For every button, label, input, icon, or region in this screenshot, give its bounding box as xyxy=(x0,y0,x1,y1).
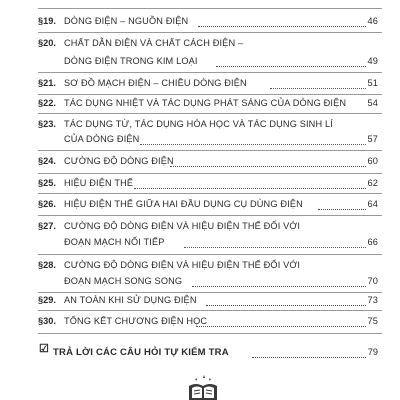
open-book-icon xyxy=(183,374,223,400)
section-title: CƯỜNG ĐỘ DÒNG ĐIỆN VÀ HIỆU ĐIỆN THẾ ĐỐI VỚI xyxy=(64,260,301,270)
section-number: §28. xyxy=(38,260,56,270)
page-number: 62 xyxy=(367,178,378,188)
divider xyxy=(38,193,382,194)
leader-dots xyxy=(192,286,366,287)
leader-dots xyxy=(184,247,366,248)
review-section-title: TRẢ LỜI CÁC CÂU HỎI TỰ KIỂM TRA xyxy=(53,347,229,358)
section-number: §25. xyxy=(38,178,56,188)
leader-dots xyxy=(206,305,366,306)
section-title: CHẤT DẪN ĐIỆN VÀ CHẤT CÁCH ĐIỆN – xyxy=(64,38,244,48)
divider xyxy=(38,292,382,293)
divider xyxy=(38,94,382,95)
section-number: §26. xyxy=(38,199,56,209)
section-number: §29. xyxy=(38,295,56,305)
divider xyxy=(38,150,382,151)
section-number: §24. xyxy=(38,156,56,166)
section-number: §27. xyxy=(38,221,56,231)
leader-dots xyxy=(270,88,366,89)
page-number: 57 xyxy=(367,134,378,144)
section-title-line2: ĐOẠN MẠCH SONG SONG xyxy=(64,276,183,286)
section-title: CƯỜNG ĐỘ DÒNG ĐIỆN xyxy=(64,156,174,166)
section-number: §21. xyxy=(38,78,56,88)
section-number: §19. xyxy=(38,16,56,26)
page-number: 70 xyxy=(367,276,378,286)
leader-dots xyxy=(170,166,366,167)
leader-dots xyxy=(196,326,366,327)
divider xyxy=(38,8,382,9)
divider xyxy=(38,310,382,311)
checkbox-icon: ☑ xyxy=(39,343,49,355)
divider xyxy=(38,333,382,334)
page-number: 73 xyxy=(367,295,378,305)
page-number: 51 xyxy=(367,78,378,88)
section-title: AN TOÀN KHI SỬ DỤNG ĐIỆN xyxy=(64,295,197,305)
section-title: TÁC DỤNG NHIỆT VÀ TÁC DỤNG PHÁT SÁNG CỦA DÒNG ĐIỆN xyxy=(64,98,347,108)
divider xyxy=(38,254,382,255)
page-number: 54 xyxy=(367,98,378,108)
section-number: §30. xyxy=(38,316,56,326)
leader-dots xyxy=(140,144,366,145)
section-number: §20. xyxy=(38,38,56,48)
page-number: 79 xyxy=(367,347,378,357)
section-number: §22. xyxy=(38,98,56,108)
divider xyxy=(38,32,382,33)
section-title: CƯỜNG ĐỘ DÒNG ĐIỆN VÀ HIỆU ĐIỆN THẾ ĐỐI VỚI xyxy=(64,221,301,231)
leader-dots xyxy=(318,209,366,210)
divider xyxy=(38,113,382,114)
page-number: 75 xyxy=(367,316,378,326)
page-number: 60 xyxy=(367,156,378,166)
section-title-line2: ĐOẠN MẠCH NỐI TIẾP xyxy=(64,237,165,247)
section-title: HIỆU ĐIỆN THẾ GIỮA HAI ĐẦU DỤNG CỤ DÙNG ĐIỆN xyxy=(64,199,303,209)
section-title: HIỆU ĐIỆN THẾ xyxy=(64,178,134,188)
divider xyxy=(38,72,382,73)
divider xyxy=(38,215,382,216)
page-number: 64 xyxy=(367,199,378,209)
page-number: 66 xyxy=(367,237,378,247)
leader-dots xyxy=(198,26,366,27)
leader-dots xyxy=(252,357,366,358)
section-title: SƠ ĐỒ MẠCH ĐIỆN – CHIỀU DÒNG ĐIỆN xyxy=(64,78,247,88)
page-number: 46 xyxy=(367,16,378,26)
page-number: 49 xyxy=(367,56,378,66)
section-number: §23. xyxy=(38,119,56,129)
divider xyxy=(38,173,382,174)
leader-dots xyxy=(216,66,366,67)
leader-dots xyxy=(134,188,366,189)
section-title: TỔNG KẾT CHƯƠNG ĐIỆN HỌC xyxy=(64,316,208,326)
section-title-line2: CỦA DÒNG ĐIỆN xyxy=(64,134,140,144)
section-title-line2: DÒNG ĐIỆN TRONG KIM LOẠI xyxy=(64,56,198,66)
section-title: TÁC DỤNG TỪ, TÁC DỤNG HÓA HỌC VÀ TÁC DỤNG SINH LÍ xyxy=(64,119,333,129)
section-title: DÒNG ĐIỆN – NGUỒN ĐIỆN xyxy=(64,16,189,26)
